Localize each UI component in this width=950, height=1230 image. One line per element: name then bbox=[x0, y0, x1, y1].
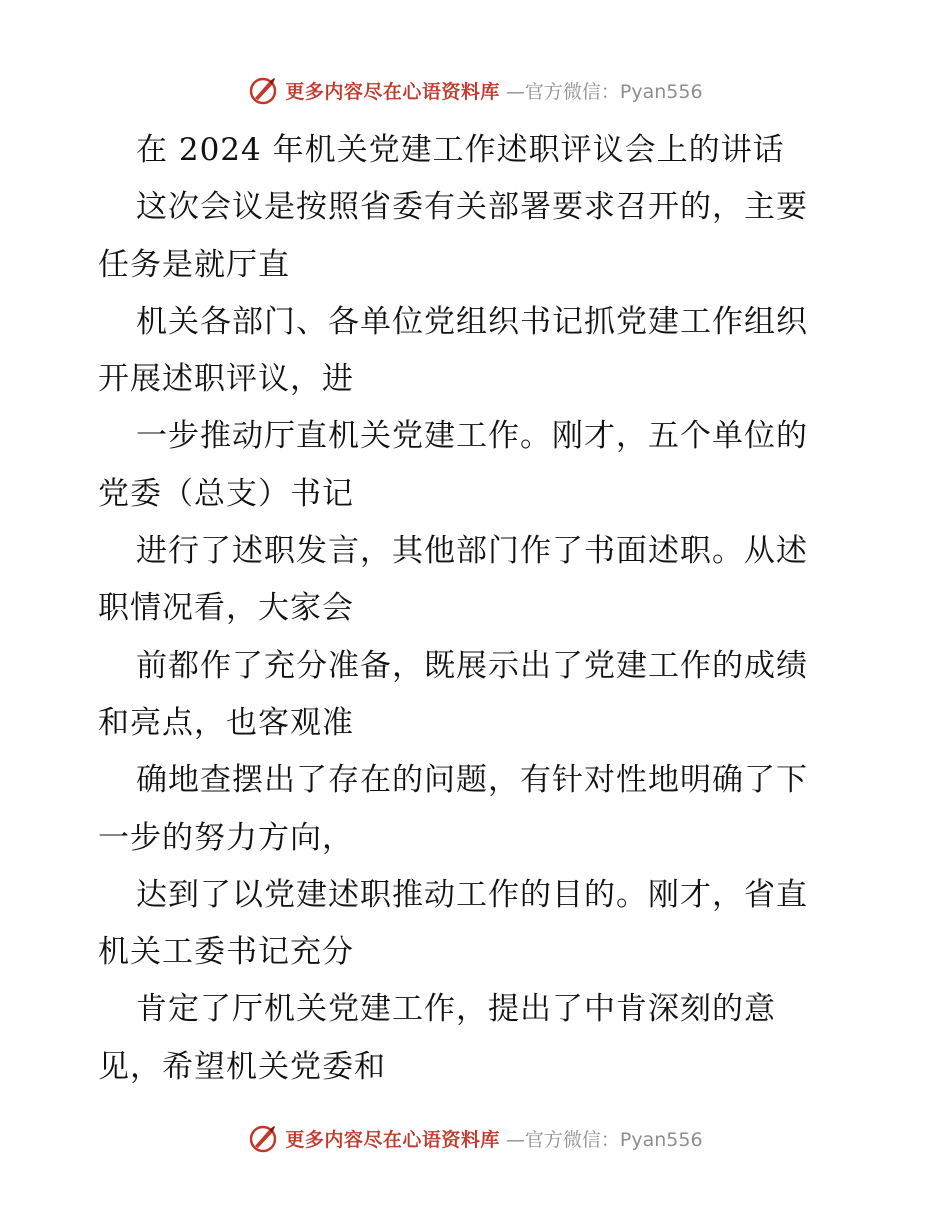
text-line: 职情况看，大家会 bbox=[98, 590, 354, 627]
quill-pen-circle-icon bbox=[247, 74, 279, 106]
text-line: 任务是就厅直 bbox=[98, 246, 290, 283]
document-body bbox=[98, 122, 858, 1096]
text-line: 确地查摆出了存在的问题，有针对性地明确了下 bbox=[136, 762, 808, 799]
text-line: 机关工委书记充分 bbox=[98, 934, 354, 971]
text-line: 机关各部门、各单位党组织书记抓党建工作组织 bbox=[136, 303, 808, 340]
text-line: 一步推动厅直机关党建工作。刚才，五个单位的 bbox=[136, 418, 808, 455]
text-line: 进行了述职发言，其他部门作了书面述职。从述 bbox=[136, 533, 808, 570]
text-line: 肯定了厅机关党建工作，提出了中肯深刻的意 bbox=[136, 991, 776, 1028]
banner-gray-text: —官方微信：Pyan556 bbox=[505, 80, 703, 103]
footer-watermark-banner bbox=[0, 1118, 950, 1158]
banner-red-text: 更多内容尽在心语资料库 bbox=[285, 80, 500, 103]
text-line: 达到了以党建述职推动工作的目的。刚才，省直 bbox=[136, 876, 808, 913]
document-title: 在 2024 年机关党建工作述职评议会上的讲话 bbox=[136, 132, 785, 168]
banner-gray-text: —官方微信：Pyan556 bbox=[505, 1128, 703, 1151]
text-line: 一步的努力方向， bbox=[98, 819, 354, 856]
header-watermark-banner bbox=[0, 70, 950, 110]
text-line: 和亮点，也客观准 bbox=[98, 704, 354, 741]
text-line: 见，希望机关党委和 bbox=[98, 1048, 386, 1085]
text-line: 这次会议是按照省委有关部署要求召开的，主要 bbox=[136, 189, 808, 226]
text-line: 前都作了充分准备，既展示出了党建工作的成绩 bbox=[136, 647, 808, 684]
banner-red-text: 更多内容尽在心语资料库 bbox=[285, 1128, 500, 1151]
text-line: 党委（总支）书记 bbox=[98, 475, 354, 512]
quill-pen-circle-icon bbox=[247, 1122, 279, 1154]
text-line: 开展述职评议，进 bbox=[98, 361, 354, 398]
